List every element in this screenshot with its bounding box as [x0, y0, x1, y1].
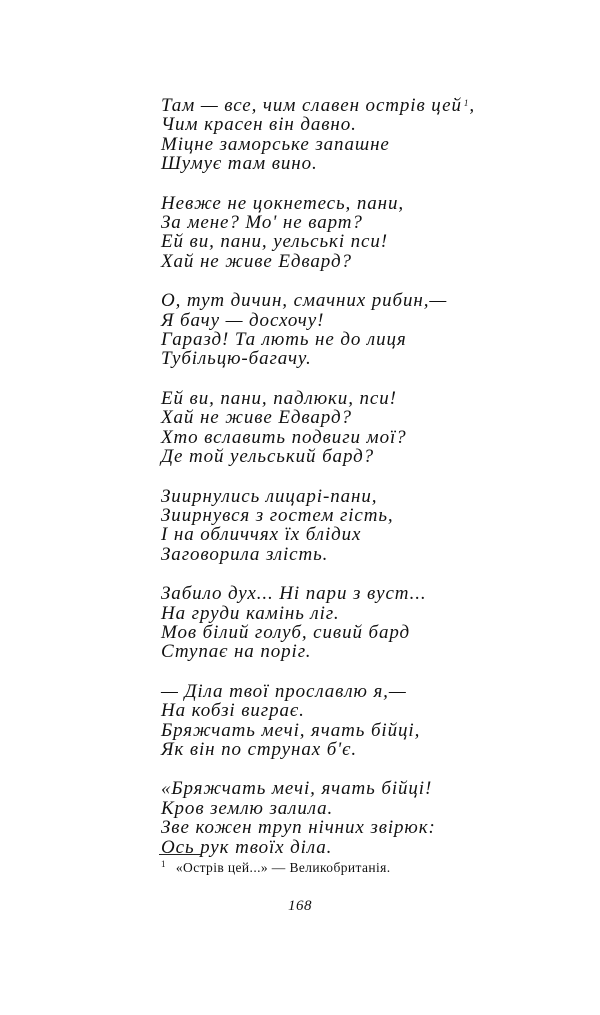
- stanza-5: [161, 487, 501, 565]
- poem-line: На кобзі виграє.: [161, 700, 305, 722]
- poem-line: Зиирнулись лицарі-пани,: [161, 485, 378, 507]
- poem-line: Де той уельський бард?: [161, 446, 375, 468]
- poem-line: Заговорила злість.: [161, 543, 329, 565]
- poem-line: Бряжчать мечі, ячать бійці,: [161, 719, 421, 741]
- page-number: 168: [288, 898, 312, 914]
- poem-line: Кров землю залила.: [161, 797, 334, 819]
- poem-line-text: Там — все, чим славен острів цей: [161, 95, 462, 116]
- poem-line: Як він по струнах б'є.: [161, 738, 357, 760]
- stanza-4: [161, 389, 501, 467]
- poem-line: Ей ви, пани, уельські пси!: [161, 231, 389, 253]
- stanza-2: [161, 194, 501, 272]
- poem-line: Хай не живе Едвард?: [161, 250, 352, 272]
- poem-line: На груди камінь ліг.: [161, 602, 340, 624]
- poem-line: [161, 96, 501, 115]
- poem-line: О, тут дичин, смачних рибин,—: [161, 290, 448, 312]
- footnote-reference: 1: [463, 98, 470, 108]
- poem-line: Гаразд! Та лють не до лиця: [161, 329, 407, 351]
- poem-line: — Діла твої прославлю я,—: [161, 680, 407, 702]
- footnote-text: «Острів цей...» — Великобританія.: [175, 860, 391, 875]
- poem-line: Тубільцю-багачу.: [161, 348, 312, 370]
- poem-line: Я бачу — досхочу!: [161, 309, 325, 331]
- poem-line: Забило дух... Ні пари з вуст...: [161, 583, 427, 605]
- stanza-1: [161, 96, 501, 174]
- poem-line: Зиирнувся з гостем гість,: [161, 504, 394, 526]
- poem-line: Міцне заморське запашне: [161, 133, 390, 155]
- footnote-marker: 1: [161, 859, 166, 869]
- poem-line: Хто вславить подвиги мої?: [161, 426, 407, 448]
- poem-line: «Бряжчать мечі, ячать бійці!: [161, 778, 433, 800]
- stanza-8: [161, 779, 501, 857]
- poem-line: Шумує там вино.: [161, 153, 318, 175]
- poem-line: Мов білий голуб, сивий бард: [161, 621, 411, 643]
- poem-line: Хай не живе Едвард?: [161, 407, 352, 429]
- poem-line: За мене? Мо' не варт?: [161, 212, 363, 234]
- poem-line: Ступає на поріг.: [161, 641, 312, 663]
- poem-line: Ось рук твоїх діла.: [161, 836, 333, 858]
- poem: [161, 96, 501, 877]
- poem-line: І на обличчях їх блідих: [161, 524, 362, 546]
- poem-line: Чим красен він давно.: [161, 114, 357, 136]
- stanza-7: [161, 682, 501, 760]
- poem-line: Ей ви, пани, падлюки, пси!: [161, 387, 397, 409]
- footnote: [161, 860, 391, 876]
- poem-line: Зве кожен труп нічних звірюк:: [161, 817, 436, 839]
- trailing-comma: ,: [469, 95, 475, 116]
- poem-line: Невже не цокнетесь, пани,: [161, 192, 405, 214]
- stanza-3: [161, 291, 501, 369]
- footnote-divider: [159, 854, 202, 855]
- stanza-6: [161, 584, 501, 662]
